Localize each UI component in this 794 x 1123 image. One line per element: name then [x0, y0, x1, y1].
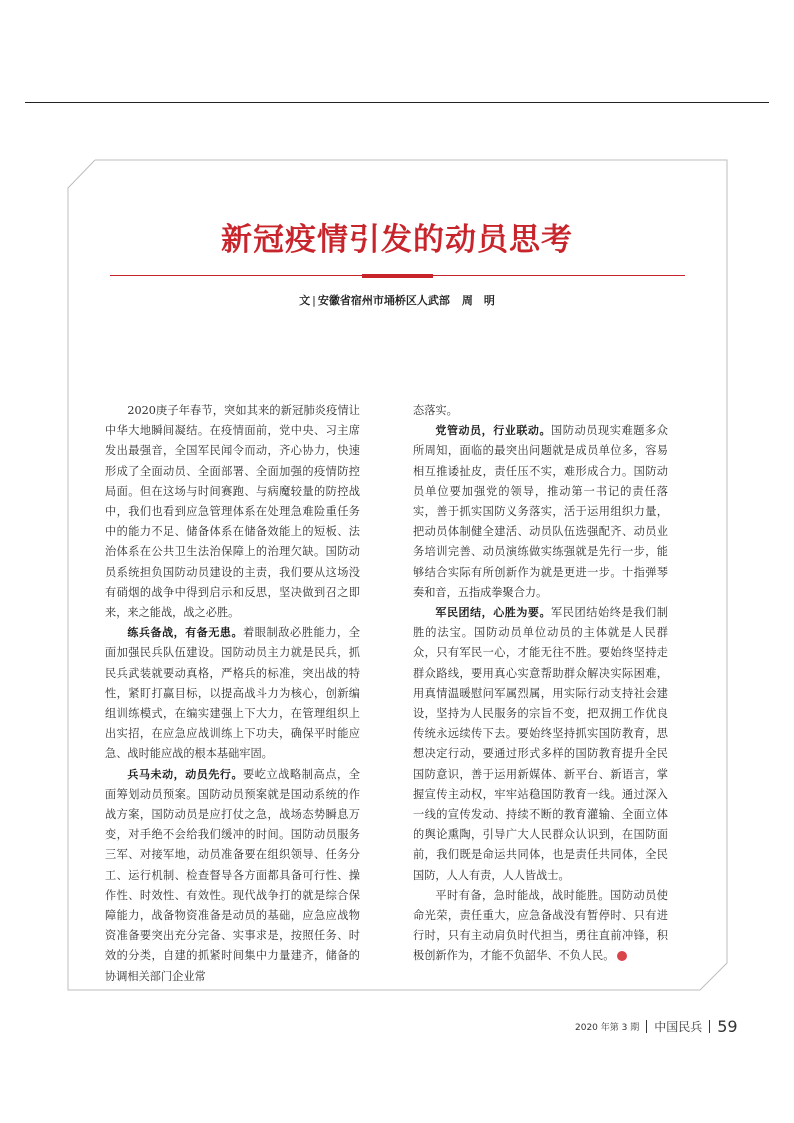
paragraph-party-leadership — [413, 421, 668, 603]
paragraph-lead: 兵马未动，动员先行。 — [127, 767, 244, 781]
byline — [0, 292, 794, 308]
byline-prefix: 文 — [299, 294, 311, 307]
paragraph-text: 国防动员现实难题多众所周知，面临的最突出问题就是成员单位多，容易相互推诿扯皮，责任压不实，难形成合力。国防动员单位要加强党的领导，推动第一书记的责任落实，善于抓实国防义务落实，活于运用组织力量，把动员体制健全建活、动员队伍选强配齐、动员业务培训完善、动员演练做实练强就是先行一步，能够结合实际有所创新作为就是更进一步。十指弹琴奏和音，五指成拳聚合力。 — [413, 424, 668, 599]
byline-organization: 安徽省宿州市埇桥区人武部 — [317, 294, 450, 307]
paragraph-text: 态落实。 — [413, 404, 458, 417]
article-title: 新冠疫情引发的动员思考 — [221, 222, 573, 258]
title-rule-accent — [362, 274, 433, 278]
issue-label: 2020 年第 3 期 — [575, 1023, 640, 1033]
magazine-name: 中国民兵 — [654, 1020, 703, 1034]
paragraph-training — [105, 623, 360, 764]
paragraph-text: 着眼制敌必胜能力，全面加强民兵队伍建设。国防动员主力就是民兵，抓民兵武装就要动真格，严格兵的标准，突出战的特性，紧盯打赢目标，以提高战斗力为核心，创新编组训练模式，在编实建强上下大力，在管理组织上出实招，在应急应战训练上下功夫，确保平时能应急、战时能应战的根本基础牢固。 — [105, 626, 360, 761]
paragraph-lead: 党管动员，行业联动。 — [435, 424, 552, 438]
footer-divider — [709, 1020, 710, 1033]
paragraph-intro — [105, 401, 360, 623]
footer-divider — [646, 1020, 647, 1033]
article-column-right — [413, 401, 668, 967]
header-rule — [25, 102, 769, 103]
page-footer — [575, 1016, 738, 1036]
byline-author: 周 明 — [461, 294, 495, 307]
page-number: 59 — [717, 1017, 738, 1036]
paragraph-conclusion — [413, 886, 668, 967]
magazine-end-mark-icon: ◉ — [617, 951, 627, 961]
paragraph-text: 2020庚子年春节，突如其来的新冠肺炎疫情让中华大地瞬间凝结。在疫情面前，党中央、习主席发出最强音，全国军民闻令而动，齐心协力，快速形成了全面动员、全面部署、全面加强的疫情防控局面。但在这场与时间赛跑、与病魔较量的防控战中，我们也看到应急管理体系在处理急难险重任务中的能力不足、储备体系在储备效能上的短板、法治体系在公共卫生法治保障上的治理欠缺。国防动员系统担负国防动员建设的主责，我们要从这场没有硝烟的战争中得到启示和反思，坚决做到召之即来，来之能战，战之必胜。 — [105, 404, 360, 620]
paragraph-lead: 军民团结，心胜为要。 — [435, 606, 552, 620]
byline-separator: | — [312, 294, 316, 307]
paragraph-text: 平时有备，急时能战，战时能胜。国防动员使命光荣，责任重大，应急备战没有暂停时、只有进行时，只有主动肩负时代担当，勇往直前冲锋，积极创新作为，才能不负韶华、不负人民。 — [413, 888, 668, 963]
paragraph-text: 要屹立战略制高点，全面筹划动员预案。国防动员预案就是国动系统的作战方案，国防动员是应打仗之急，战场态势瞬息万变，对手绝不会给我们缓冲的时间。国防动员服务三军、对接军地，动员准备要在组织领导、任务分工、运行机制、检查督导各方面都具备可行性、操作性、时效性、有效性。现代战争打的就是综合保障能力，战备物资准备是动员的基础，应急应战物资准备要突出充分完备、实事求是，按照任务、时效的分类，自建的抓紧时间集中力量建齐，储备的协调相关部门企业常 — [105, 767, 360, 983]
paragraph-text: 军民团结始终是我们制胜的法宝。国防动员单位动员的主体就是人民群众，只有军民一心，才能无往不胜。要始终坚持走群众路线，要用真心实意帮助群众解决实际困难，用真情温暖慰问军属烈属，用实际行动支持社会建设，坚持为人民服务的宗旨不变，把双拥工作优良传统永远续传下去。要始终坚持抓实国防教育，思想决定行动，要通过形式多样的国防教育提升全民国防意识，善于运用新媒体、新平台、新语言，掌握宣传主动权，牢牢站稳国防教育一线。通过深入一线的宣传发动、持续不断的教育灌输、全面立体的舆论熏陶，引导广大人民群众认识到，在国防面前，我们既是命运共同体，也是责任共同体，全民国防，人人有责，人人皆战士。 — [413, 606, 668, 882]
paragraph-continuation — [413, 401, 668, 421]
article-column-left — [105, 401, 360, 987]
paragraph-lead: 练兵备战，有备无患。 — [127, 626, 244, 640]
paragraph-military-civilian — [413, 603, 668, 886]
paragraph-planning — [105, 765, 360, 987]
